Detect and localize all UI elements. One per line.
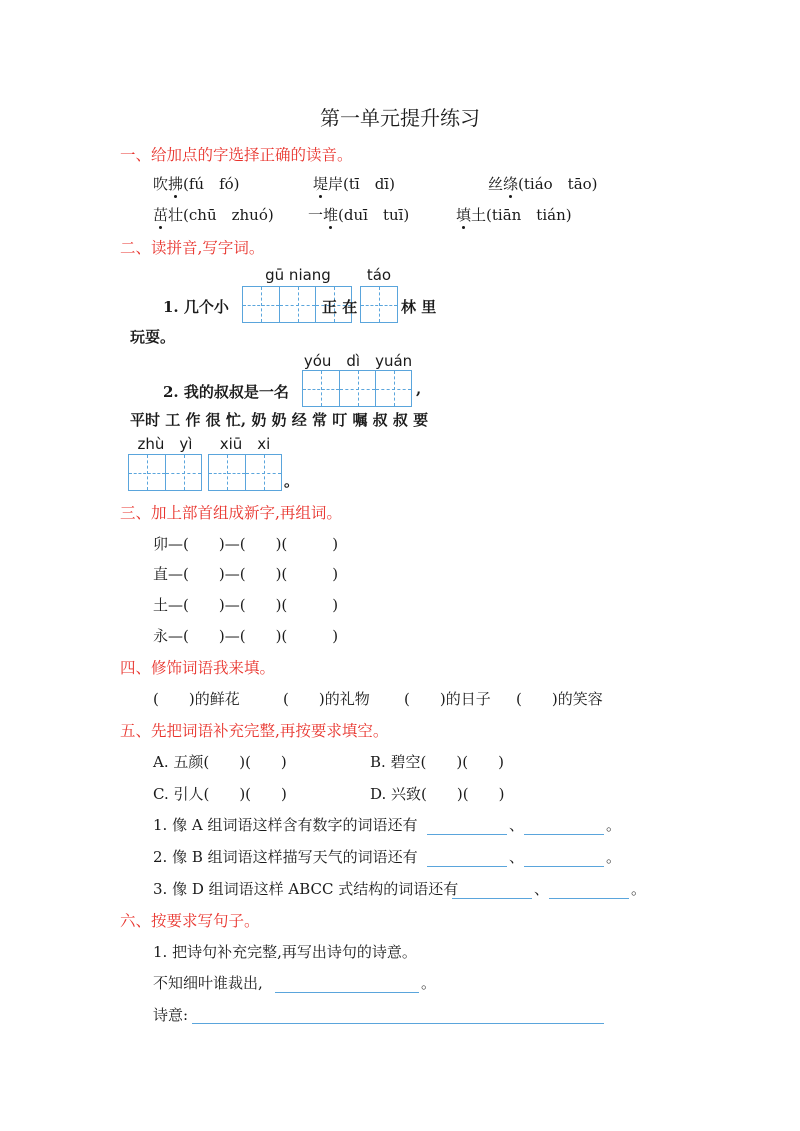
section-2-heading: 二、读拼音,写字词。	[120, 239, 265, 257]
s2-q1-mid: 正 在	[322, 298, 358, 316]
s5-q2-blank-1[interactable]	[427, 866, 507, 867]
s4-item-1: ( )的鲜花	[153, 690, 240, 708]
s2-q2-comma: ,	[416, 380, 422, 398]
pinyin-you-di-yuan: yóu dì yuán	[303, 352, 413, 370]
s1-item-1: 吹拂(fú fó)	[153, 175, 240, 193]
s5-question-1: 1. 像 A 组词语这样含有数字的词语还有	[153, 816, 418, 834]
tian-grid-tao[interactable]	[360, 286, 398, 323]
s2-q2-end: 。	[284, 472, 300, 490]
s5-option-b: B. 碧空( )( )	[370, 753, 504, 771]
s1-item-3: 丝绦(tiáo tāo)	[488, 175, 598, 193]
section-4-heading: 四、修饰词语我来填。	[120, 659, 276, 677]
s5-q3-sep: 、	[534, 880, 550, 898]
s6-question-1: 1. 把诗句补充完整,再写出诗句的诗意。	[153, 943, 417, 961]
s5-q1-sep: 、	[509, 816, 525, 834]
s5-q2-sep: 、	[509, 848, 525, 866]
pinyin-xiu-xi: xiū xi	[219, 435, 271, 453]
s6-poem-blank[interactable]	[275, 992, 419, 993]
section-1-heading: 一、给加点的字选择正确的读音。	[120, 146, 353, 164]
s5-q1-blank-1[interactable]	[427, 834, 507, 835]
s1-item-6: 填土(tiān tián)	[456, 206, 572, 224]
pinyin-gu-niang: gū niang	[265, 266, 331, 284]
s6-meaning-blank[interactable]	[192, 1023, 604, 1024]
s3-row-3: 土—( )—( )( )	[153, 596, 339, 614]
s2-q1-prefix: 1. 几个小	[163, 298, 229, 316]
s5-q2-blank-2[interactable]	[524, 866, 604, 867]
s2-q2-line2: 平时 工 作 很 忙, 奶 奶 经 常 叮 嘱 叔 叔 要	[130, 411, 429, 429]
s5-option-c: C. 引人( )( )	[153, 785, 287, 803]
s2-q1-suffix: 林 里	[401, 298, 437, 316]
s4-item-3: ( )的日子	[404, 690, 491, 708]
s5-q3-blank-2[interactable]	[549, 898, 629, 899]
s3-row-1: 卯—( )—( )( )	[153, 535, 339, 553]
pinyin-tao: táo	[366, 266, 392, 284]
tian-grid-you-di-yuan[interactable]	[302, 370, 412, 407]
s6-poem-line: 不知细叶谁裁出,	[153, 974, 263, 992]
tian-grid-xiu-xi[interactable]	[208, 454, 282, 491]
s5-q3-end: 。	[631, 880, 647, 898]
s1-item-2: 堤岸(tī dī)	[313, 175, 395, 193]
s1-item-4: 茁壮(chū zhuó)	[153, 206, 274, 224]
s5-q1-end: 。	[606, 816, 622, 834]
s5-q2-end: 。	[606, 848, 622, 866]
pinyin-zhu-yi: zhù yì	[137, 435, 193, 453]
section-3-heading: 三、加上部首组成新字,再组词。	[120, 504, 342, 522]
s5-question-3: 3. 像 D 组词语这样 ABCC 式结构的词语还有	[153, 880, 459, 898]
s5-q3-blank-1[interactable]	[452, 898, 532, 899]
s5-question-2: 2. 像 B 组词语这样描写天气的词语还有	[153, 848, 418, 866]
s2-q1-line2: 玩耍。	[130, 328, 176, 346]
s5-option-a: A. 五颜( )( )	[153, 753, 287, 771]
section-5-heading: 五、先把词语补充完整,再按要求填空。	[120, 722, 389, 740]
tian-grid-zhu-yi[interactable]	[128, 454, 202, 491]
s1-item-5: 一堆(duī tuī)	[308, 206, 410, 224]
s5-q1-blank-2[interactable]	[524, 834, 604, 835]
s6-meaning-label: 诗意:	[153, 1006, 189, 1024]
s6-poem-end: 。	[421, 974, 437, 992]
s2-q2-prefix: 2. 我的叔叔是一名	[163, 383, 289, 401]
s4-item-2: ( )的礼物	[283, 690, 370, 708]
s4-item-4: ( )的笑容	[516, 690, 603, 708]
s3-row-2: 直—( )—( )( )	[153, 565, 339, 583]
s5-option-d: D. 兴致( )( )	[370, 785, 505, 803]
page-title: 第一单元提升练习	[320, 106, 480, 130]
s3-row-4: 永—( )—( )( )	[153, 627, 339, 645]
section-6-heading: 六、按要求写句子。	[120, 912, 260, 930]
